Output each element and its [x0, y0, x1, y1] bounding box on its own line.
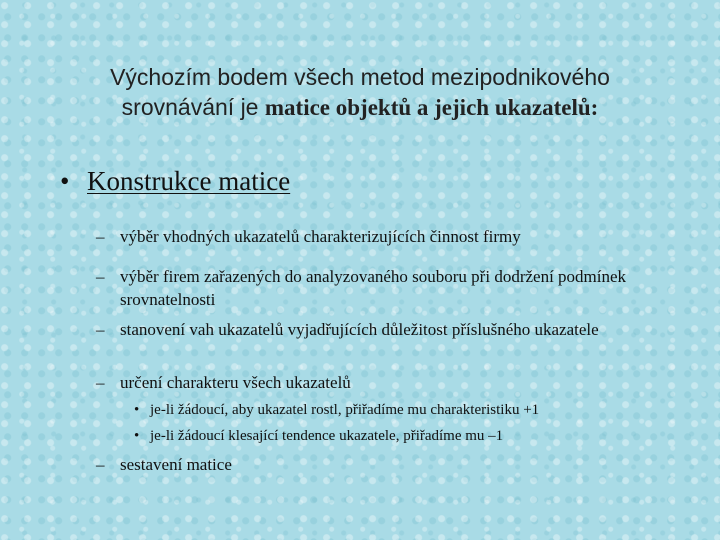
subsub-marker: • — [134, 402, 140, 418]
title-line-2 — [40, 92, 680, 123]
dash-marker: – — [96, 267, 105, 286]
bullet-marker: • — [60, 166, 70, 196]
subsub-item-text: je-li žádoucí, aby ukazatel rostl, přiřadíme mu charakteristiku +1 — [150, 402, 540, 418]
title-line-1: Výchozím bodem všech metod mezipodnikového — [110, 64, 610, 90]
dash-marker: – — [96, 455, 105, 474]
sub-item-text: stanovení vah ukazatelů vyjadřujících důležitost příslušného ukazatele — [120, 320, 599, 339]
sub-item-4 — [96, 371, 660, 394]
dash-marker: – — [96, 320, 105, 339]
subsub-item-1 — [134, 400, 539, 420]
bullet-konstrukce — [60, 164, 290, 198]
dash-marker: – — [96, 373, 105, 392]
slide-title — [40, 62, 680, 123]
sub-item-1 — [96, 225, 660, 248]
bullet-text: Konstrukce matice — [87, 166, 291, 196]
sub-item-text: sestavení matice — [120, 455, 232, 474]
subsub-item-text: je-li žádoucí klesající tendence ukazatele, přiřadíme mu –1 — [150, 428, 504, 444]
sub-item-text: výběr firem zařazených do analyzovaného souboru při dodržení podmínek srovnatelnosti — [120, 267, 627, 309]
sub-item-text: výběr vhodných ukazatelů charakterizujících činnost firmy — [120, 227, 521, 246]
title-line-2-bold: matice objektů a jejich ukazatelů: — [264, 95, 599, 120]
dash-marker: – — [96, 227, 105, 246]
subsub-item-2 — [134, 426, 503, 446]
title-line-2-normal: srovnávání je — [121, 94, 265, 120]
subsub-marker: • — [134, 428, 140, 444]
sub-item-2 — [96, 265, 660, 311]
sub-item-5 — [96, 453, 660, 476]
sub-item-text: určení charakteru všech ukazatelů — [120, 373, 351, 392]
sub-item-3 — [96, 318, 660, 341]
